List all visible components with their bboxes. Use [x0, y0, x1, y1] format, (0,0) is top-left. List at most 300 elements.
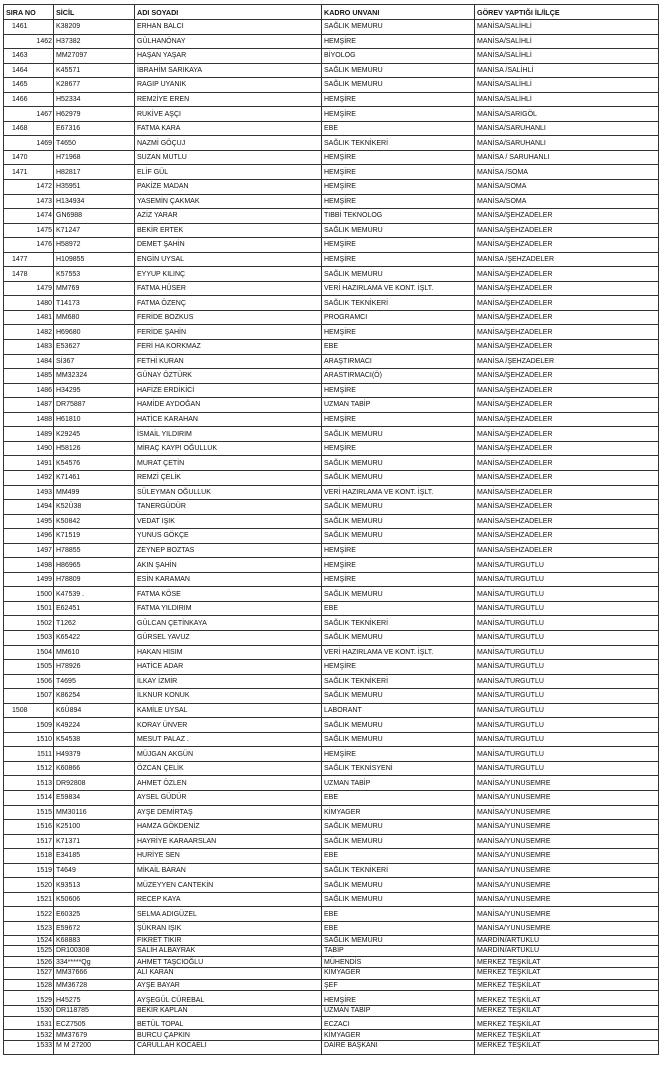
sira-no-cell: 1495: [4, 514, 54, 529]
title-cell: MÜHENDİS: [322, 957, 475, 968]
location-cell: MANİSA/ŞEHZADELER: [475, 296, 659, 311]
location-cell: MANİSA/TURGUTLU: [475, 572, 659, 587]
name-cell: FETHİ KURAN: [135, 354, 322, 369]
title-cell: SAĞLIK MEMURU: [322, 936, 475, 946]
sira-no-cell: 1478: [4, 267, 54, 282]
title-cell: SAĞLIK TEKNİSYENİ: [322, 761, 475, 776]
title-cell: HEMŞİRE: [322, 747, 475, 762]
name-cell: VEDAT IŞIK: [135, 514, 322, 529]
location-cell: MANİSA/ŞEHZADELER: [475, 223, 659, 238]
sira-no-cell: 1469: [4, 136, 54, 151]
sira-no-cell: 1475: [4, 223, 54, 238]
title-cell: EBE: [322, 121, 475, 136]
name-cell: ESİN KARAMAN: [135, 572, 322, 587]
location-cell: MANİSA /SOMA: [475, 165, 659, 180]
sira-no-cell: 1463: [4, 49, 54, 64]
header-sicil: SİCİL: [54, 5, 135, 20]
name-cell: BURCU ÇAPKIN: [135, 1030, 322, 1041]
sicil-cell: H58972: [54, 238, 135, 253]
title-cell: EBE: [322, 790, 475, 805]
table-row: [4, 1017, 659, 1030]
sira-no-cell: 1466: [4, 92, 54, 107]
location-cell: MERKEZ TEŞKİLAT: [475, 1006, 659, 1017]
sicil-cell: K38209: [54, 20, 135, 35]
location-cell: MANİSA/ŞEHZADELER: [475, 209, 659, 224]
location-cell: MANİSA/SARUHANLI: [475, 136, 659, 151]
sira-no-cell: 1508: [4, 703, 54, 718]
sira-no-cell: 1506: [4, 674, 54, 689]
table-row: [4, 121, 659, 136]
title-cell: EBE: [322, 340, 475, 355]
location-cell: MANİSA/SALİHLİ: [475, 34, 659, 49]
location-cell: MERKEZ TEŞKİLAT: [475, 957, 659, 968]
sicil-cell: MM36728: [54, 980, 135, 991]
table-row: [4, 34, 659, 49]
title-cell: BİYOLOG: [322, 49, 475, 64]
sira-no-cell: 1501: [4, 601, 54, 616]
name-cell: AYŞE BAYAR: [135, 980, 322, 991]
table-row: [4, 907, 659, 922]
table-row: [4, 946, 659, 957]
title-cell: SAĞLIK MEMURU: [322, 267, 475, 282]
location-cell: MANİSA/ŞEHZADELER: [475, 412, 659, 427]
name-cell: ZEYNEP BOZTAS: [135, 543, 322, 558]
sira-no-cell: 1500: [4, 587, 54, 602]
location-cell: MANİSA/TURGUTLU: [475, 732, 659, 747]
title-cell: EBE: [322, 849, 475, 864]
name-cell: MESUT PALAZ .: [135, 732, 322, 747]
sicil-cell: K71461: [54, 470, 135, 485]
sicil-cell: H49379: [54, 747, 135, 762]
table-row: [4, 630, 659, 645]
sicil-cell: K86254: [54, 689, 135, 704]
table-row: [4, 383, 659, 398]
location-cell: MANİSA/TURGUTLU: [475, 718, 659, 733]
title-cell: SAĞLIK MEMURU: [322, 732, 475, 747]
location-cell: MERKEZ TEŞKİLAT: [475, 1017, 659, 1030]
title-cell: KİMYAGER: [322, 805, 475, 820]
title-cell: HEMŞİRE: [322, 543, 475, 558]
sira-no-cell: 1502: [4, 616, 54, 631]
table-row: [4, 107, 659, 122]
location-cell: MANİSA/SEHZADELER: [475, 529, 659, 544]
sicil-cell: E67316: [54, 121, 135, 136]
location-cell: MARDİN/ARTUKLU: [475, 946, 659, 957]
sicil-cell: H109855: [54, 252, 135, 267]
name-cell: BETÜL TOPAL: [135, 1017, 322, 1030]
title-cell: UZMAN TABİP: [322, 776, 475, 791]
table-row: [4, 616, 659, 631]
name-cell: RAGIP UYANIK: [135, 78, 322, 93]
title-cell: HEMŞİRE: [322, 572, 475, 587]
sira-no-cell: 1525: [4, 946, 54, 957]
sicil-cell: K52Ü38: [54, 500, 135, 515]
sicil-cell: K71247: [54, 223, 135, 238]
sira-no-cell: 1492: [4, 470, 54, 485]
location-cell: MANİSA/ŞEHZADELER: [475, 310, 659, 325]
location-cell: MANİSA/TURGUTLU: [475, 674, 659, 689]
table-row: [4, 834, 659, 849]
sira-no-cell: 1515: [4, 805, 54, 820]
table-row: [4, 209, 659, 224]
sicil-cell: T14173: [54, 296, 135, 311]
sira-no-cell: 1480: [4, 296, 54, 311]
location-cell: MANİSA/YUNUSEMRE: [475, 776, 659, 791]
name-cell: FERİDE BOZKUS: [135, 310, 322, 325]
sira-no-cell: 1485: [4, 369, 54, 384]
table-row: [4, 820, 659, 835]
sicil-cell: K65422: [54, 630, 135, 645]
sira-no-cell: 1499: [4, 572, 54, 587]
location-cell: MANİSA/TURGUTLU: [475, 689, 659, 704]
table-row: [4, 412, 659, 427]
location-cell: MANİSA/ŞEHZADELER: [475, 340, 659, 355]
name-cell: KAMİLE UYSAL: [135, 703, 322, 718]
name-cell: AHMET TAŞCIOĞLU: [135, 957, 322, 968]
location-cell: MANİSA/YUNUSEMRE: [475, 805, 659, 820]
table-row: [4, 252, 659, 267]
location-cell: MANİSA/SOMA: [475, 194, 659, 209]
title-cell: SAĞLIK MEMURU: [322, 718, 475, 733]
table-row: [4, 398, 659, 413]
name-cell: FERİ HA KORKMAZ: [135, 340, 322, 355]
table-row: [4, 849, 659, 864]
location-cell: MANİSA/SALİHLİ: [475, 78, 659, 93]
location-cell: MANİSA/YUNUSEMRE: [475, 820, 659, 835]
table-row: [4, 485, 659, 500]
sira-no-cell: 1496: [4, 529, 54, 544]
title-cell: HEMŞİRE: [322, 412, 475, 427]
sira-no-cell: 1529: [4, 991, 54, 1006]
location-cell: MANİSA/YUNUSEMRE: [475, 790, 659, 805]
sicil-cell: MM610: [54, 645, 135, 660]
name-cell: YASEMİN ÇAKMAK: [135, 194, 322, 209]
table-row: [4, 892, 659, 907]
location-cell: MANİSA/YUNUSEMRE: [475, 863, 659, 878]
sicil-cell: MM32324: [54, 369, 135, 384]
name-cell: MÜZEYYEN CANTEKİN: [135, 878, 322, 893]
location-cell: MANİSA/TURGUTLU: [475, 703, 659, 718]
title-cell: VERİ HAZIRLAMA VE KONT. İŞLT.: [322, 485, 475, 500]
sicil-cell: K54538: [54, 732, 135, 747]
title-cell: ARAŞTIRMACI: [322, 354, 475, 369]
sira-no-cell: 1532: [4, 1030, 54, 1041]
sira-no-cell: 1462: [4, 34, 54, 49]
name-cell: HAKAN HISIM: [135, 645, 322, 660]
table-row: [4, 991, 659, 1006]
table-row: [4, 369, 659, 384]
location-cell: MANİSA/YUNUSEMRE: [475, 849, 659, 864]
sicil-cell: E34185: [54, 849, 135, 864]
sira-no-cell: 1505: [4, 660, 54, 675]
location-cell: MANİSA/TURGUTLU: [475, 601, 659, 616]
sicil-cell: H71968: [54, 150, 135, 165]
header-kadro-unvani: KADRO UNVANI: [322, 5, 475, 20]
title-cell: SAĞLIK TEKNİKERİ: [322, 616, 475, 631]
location-cell: MANİSA/SALİHLİ: [475, 92, 659, 107]
sicil-cell: H35951: [54, 180, 135, 195]
title-cell: UZMAN TABİP: [322, 398, 475, 413]
location-cell: MANİSA /ŞEHZADELER: [475, 354, 659, 369]
title-cell: SAĞLIK MEMURU: [322, 630, 475, 645]
location-cell: MANİSA/YUNUSEMRE: [475, 892, 659, 907]
table-row: [4, 968, 659, 980]
title-cell: ARASTIRMACI(Ö): [322, 369, 475, 384]
name-cell: FATMA ÖZENÇ: [135, 296, 322, 311]
sira-no-cell: 1474: [4, 209, 54, 224]
name-cell: FATMA KARA: [135, 121, 322, 136]
location-cell: MANİSA/SEHZADELER: [475, 456, 659, 471]
location-cell: MANİSA/ŞEHZADELER: [475, 325, 659, 340]
title-cell: SAĞLIK MEMURU: [322, 470, 475, 485]
table-row: [4, 427, 659, 442]
name-cell: İLKAY İZMİR: [135, 674, 322, 689]
table-row: [4, 790, 659, 805]
name-cell: İLKNUR KONUK: [135, 689, 322, 704]
title-cell: HEMŞİRE: [322, 991, 475, 1006]
location-cell: MANİSA/SEHZADELER: [475, 514, 659, 529]
table-row: [4, 601, 659, 616]
location-cell: MANİSA/SALİHLİ: [475, 49, 659, 64]
sicil-cell: 334*****Qg: [54, 957, 135, 968]
name-cell: SALİH ALBAYRAK: [135, 946, 322, 957]
title-cell: TABİP: [322, 946, 475, 957]
title-cell: TIBBİ TEKNOLOG: [322, 209, 475, 224]
sira-no-cell: 1473: [4, 194, 54, 209]
sira-no-cell: 1504: [4, 645, 54, 660]
location-cell: MANİSA/TURGUTLU: [475, 587, 659, 602]
location-cell: MERKEZ TEŞKİLAT: [475, 991, 659, 1006]
name-cell: GÜNAY ÖZTÜRK: [135, 369, 322, 384]
table-row: [4, 194, 659, 209]
sira-no-cell: 1471: [4, 165, 54, 180]
header-gorev-yeri: GÖREV YAPTIĞI İL/İLÇE: [475, 5, 659, 20]
table-row: [4, 150, 659, 165]
name-cell: FATMA HÜSER: [135, 281, 322, 296]
title-cell: SAĞLIK TEKNİKERİ: [322, 296, 475, 311]
name-cell: HATİCE ADAR: [135, 660, 322, 675]
title-cell: LABORANT: [322, 703, 475, 718]
sira-no-cell: 1491: [4, 456, 54, 471]
sira-no-cell: 1484: [4, 354, 54, 369]
sicil-cell: K50842: [54, 514, 135, 529]
title-cell: SAĞLIK MEMURU: [322, 456, 475, 471]
sicil-cell: K25100: [54, 820, 135, 835]
location-cell: MANİSA/YUNUSEMRE: [475, 907, 659, 922]
table-row: [4, 238, 659, 253]
name-cell: SELMA ADIGÜZEL: [135, 907, 322, 922]
title-cell: SAĞLIK MEMURU: [322, 689, 475, 704]
name-cell: TANERGÜDÜR: [135, 500, 322, 515]
title-cell: HEMŞİRE: [322, 194, 475, 209]
name-cell: FİKRET TIKIR: [135, 936, 322, 946]
title-cell: VERİ HAZIRLAMA VE KONT. İŞLT.: [322, 645, 475, 660]
sicil-cell: H45275: [54, 991, 135, 1006]
table-row: [4, 165, 659, 180]
name-cell: RECEP KAYA: [135, 892, 322, 907]
table-row: [4, 310, 659, 325]
name-cell: GÜLHANÖNAY: [135, 34, 322, 49]
sicil-cell: H82817: [54, 165, 135, 180]
title-cell: EBE: [322, 921, 475, 936]
table-row: [4, 456, 659, 471]
sira-no-cell: 1481: [4, 310, 54, 325]
title-cell: DAİRE BAŞKANI: [322, 1041, 475, 1055]
sicil-cell: K29245: [54, 427, 135, 442]
sira-no-cell: 1493: [4, 485, 54, 500]
title-cell: SAĞLIK MEMURU: [322, 514, 475, 529]
table-row: [4, 747, 659, 762]
sicil-cell: E53627: [54, 340, 135, 355]
title-cell: SAĞLIK MEMURU: [322, 20, 475, 35]
location-cell: MANİSA /SALİHLİ: [475, 63, 659, 78]
sira-no-cell: 1470: [4, 150, 54, 165]
title-cell: SAĞLIK TEKNİKERİ: [322, 674, 475, 689]
table-row: [4, 63, 659, 78]
sicil-cell: E62451: [54, 601, 135, 616]
location-cell: MANİSA/SALİHLİ: [475, 20, 659, 35]
sira-no-cell: 1477: [4, 252, 54, 267]
name-cell: ELİF GÜL: [135, 165, 322, 180]
title-cell: SAĞLIK MEMURU: [322, 63, 475, 78]
sicil-cell: H61810: [54, 412, 135, 427]
sicil-cell: T1262: [54, 616, 135, 631]
name-cell: MİRAÇ KAYPI OĞULLUK: [135, 441, 322, 456]
title-cell: SAĞLIK MEMURU: [322, 78, 475, 93]
location-cell: MANİSA/ŞEHZADELER: [475, 427, 659, 442]
location-cell: MANİSA/SEHZADELER: [475, 470, 659, 485]
sira-no-cell: 1489: [4, 427, 54, 442]
name-cell: AYSEL GÜDÜR: [135, 790, 322, 805]
table-row: [4, 587, 659, 602]
name-cell: PAKİZE MADAN: [135, 180, 322, 195]
name-cell: RUKİVE AŞÇI: [135, 107, 322, 122]
name-cell: BEKİR ERTEK: [135, 223, 322, 238]
name-cell: AKIN ŞAHİN: [135, 558, 322, 573]
table-row: [4, 441, 659, 456]
name-cell: ENGİN UYSAL: [135, 252, 322, 267]
sicil-cell: K47539 .: [54, 587, 135, 602]
title-cell: PROGRAMCI: [322, 310, 475, 325]
sicil-cell: H86965: [54, 558, 135, 573]
sira-no-cell: 1526: [4, 957, 54, 968]
sicil-cell: T4649: [54, 863, 135, 878]
title-cell: SAĞLIK MEMURU: [322, 820, 475, 835]
title-cell: SAĞLIK MEMURU: [322, 892, 475, 907]
sicil-cell: H69680: [54, 325, 135, 340]
location-cell: MANİSA/SARUHANLI: [475, 121, 659, 136]
sicil-cell: DR100308: [54, 946, 135, 957]
location-cell: MANİSA/TURGUTLU: [475, 747, 659, 762]
sicil-cell: E60325: [54, 907, 135, 922]
sira-no-cell: 1472: [4, 180, 54, 195]
table-row: [4, 223, 659, 238]
name-cell: GÜRSEL YAVUZ: [135, 630, 322, 645]
table-row: [4, 267, 659, 282]
table-row: [4, 92, 659, 107]
sira-no-cell: 1482: [4, 325, 54, 340]
title-cell: KİMYAGER: [322, 1030, 475, 1041]
sicil-cell: K6Ü894: [54, 703, 135, 718]
sicil-cell: H37382: [54, 34, 135, 49]
name-cell: EYYUP KILINÇ: [135, 267, 322, 282]
table-row: [4, 957, 659, 968]
sicil-cell: K93513: [54, 878, 135, 893]
sira-no-cell: 1523: [4, 921, 54, 936]
title-cell: HEMŞİRE: [322, 150, 475, 165]
location-cell: MANİSA/TURGUTLU: [475, 660, 659, 675]
personnel-table: [3, 4, 659, 1055]
table-row: [4, 689, 659, 704]
sicil-cell: H34295: [54, 383, 135, 398]
title-cell: SAĞLIK MEMURU: [322, 834, 475, 849]
name-cell: HATİCE KARAHAN: [135, 412, 322, 427]
location-cell: MANİSA / SARUHANLI: [475, 150, 659, 165]
table-row: [4, 325, 659, 340]
sira-no-cell: 1486: [4, 383, 54, 398]
sira-no-cell: 1483: [4, 340, 54, 355]
location-cell: MANİSA/TURGUTLU: [475, 558, 659, 573]
title-cell: SAĞLIK MEMURU: [322, 878, 475, 893]
title-cell: HEMŞİRE: [322, 180, 475, 195]
header-adi-soyadi: ADI SOYADI: [135, 5, 322, 20]
title-cell: SAĞLIK MEMURU: [322, 587, 475, 602]
table-row: [4, 558, 659, 573]
sira-no-cell: 1522: [4, 907, 54, 922]
title-cell: HEMŞİRE: [322, 660, 475, 675]
location-cell: MANİSA/TURGUTLU: [475, 761, 659, 776]
sira-no-cell: 1513: [4, 776, 54, 791]
sira-no-cell: 1516: [4, 820, 54, 835]
sicil-cell: K49224: [54, 718, 135, 733]
sicil-cell: K54576: [54, 456, 135, 471]
location-cell: MANİSA/YUNUSEMRE: [475, 878, 659, 893]
location-cell: MANİSA/ŞEHZADELER: [475, 383, 659, 398]
name-cell: GÜLCAN ÇETİNKAYA: [135, 616, 322, 631]
table-row: [4, 1030, 659, 1041]
table-row: [4, 732, 659, 747]
sicil-cell: MM680: [54, 310, 135, 325]
sicil-cell: K57553: [54, 267, 135, 282]
name-cell: AZİZ YARAR: [135, 209, 322, 224]
sira-no-cell: 1519: [4, 863, 54, 878]
sicil-cell: K71371: [54, 834, 135, 849]
sicil-cell: GN6988: [54, 209, 135, 224]
title-cell: SAĞLIK TEKNİKERİ: [322, 863, 475, 878]
table-row: [4, 281, 659, 296]
name-cell: DEMET ŞAHİN: [135, 238, 322, 253]
location-cell: MERKEZ TEŞKİLAT: [475, 1041, 659, 1055]
location-cell: MARDİN/ARTUKLU: [475, 936, 659, 946]
table-header-row: [4, 5, 659, 20]
title-cell: HEMŞİRE: [322, 383, 475, 398]
name-cell: HAYRİYE KARAARSLAN: [135, 834, 322, 849]
location-cell: MANİSA/ŞEHZADELER: [475, 441, 659, 456]
title-cell: HEMŞİRE: [322, 252, 475, 267]
title-cell: HEMŞİRE: [322, 441, 475, 456]
sicil-cell: K50606: [54, 892, 135, 907]
sira-no-cell: 1518: [4, 849, 54, 864]
sira-no-cell: 1530: [4, 1006, 54, 1017]
sira-no-cell: 1488: [4, 412, 54, 427]
title-cell: SAĞLIK TEKNİKERİ: [322, 136, 475, 151]
name-cell: HAMİDE AYDOĞAN: [135, 398, 322, 413]
location-cell: MANİSA/SEHZADELER: [475, 543, 659, 558]
title-cell: VERİ HAZIRLAMA VE KONT. İŞLT.: [322, 281, 475, 296]
sira-no-cell: 1490: [4, 441, 54, 456]
name-cell: BEKİR KAPLAN: [135, 1006, 322, 1017]
table-row: [4, 1006, 659, 1017]
